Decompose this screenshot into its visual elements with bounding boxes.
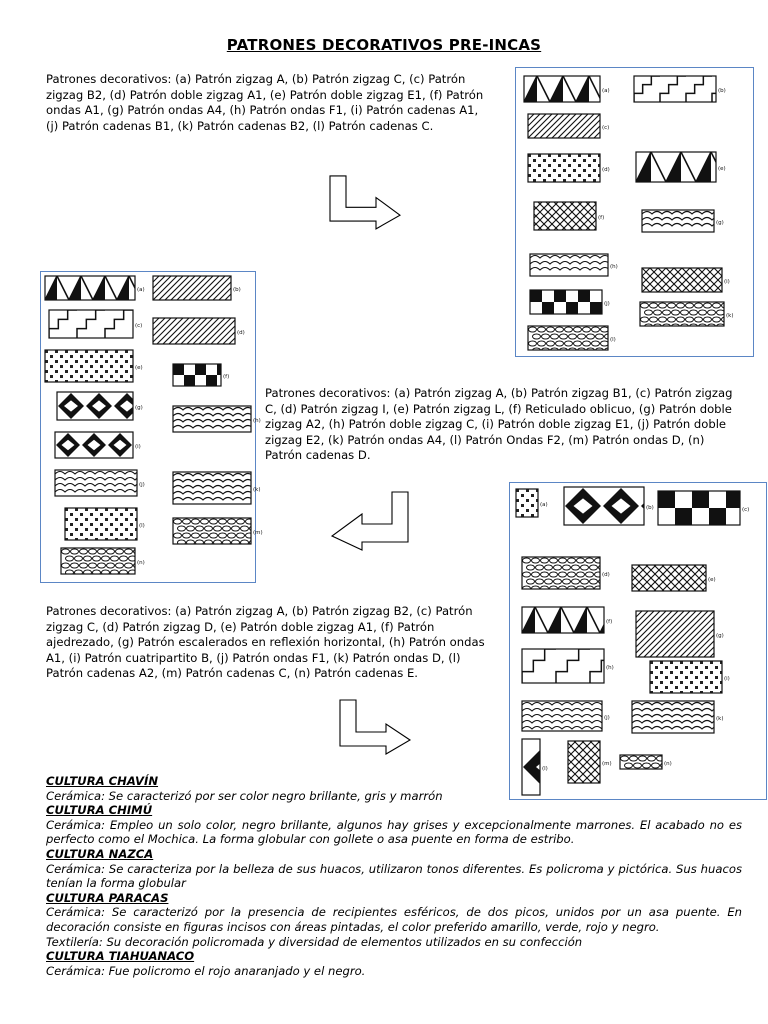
pattern-swatch-label: (m) [602, 761, 612, 767]
pattern-swatch-label: (h) [606, 665, 614, 671]
pattern-swatch-label: (a) [137, 287, 145, 293]
culture-heading: CULTURA CHAVÍN [46, 774, 159, 788]
pattern-figure-1-drawing [516, 68, 753, 356]
right-arrow-icon-2 [336, 698, 416, 756]
pattern-swatch [173, 406, 261, 432]
culture-text: Cerámica: Se caracterizó por ser color negro brillante, gris y marrón [46, 788, 443, 803]
pattern-swatch [650, 661, 730, 694]
right-arrow-icon [326, 176, 406, 232]
pattern-swatch-label: (k) [716, 716, 724, 722]
pattern-swatch-label: (b) [233, 287, 241, 293]
pattern-swatch [620, 755, 672, 769]
pattern-swatch [129, 276, 273, 300]
culture-text: Cerámica: Empleo un solo color, negro brillante, algunos hay grises y excepcionalmente marrones. El acabado no es perfecto como el Mochica. La forma globular con gollete o asa puente en forma de estribo. [46, 817, 742, 847]
pattern-swatch-label: (g) [716, 633, 724, 639]
pattern-swatch-label: (b) [646, 505, 654, 511]
pattern-swatch [640, 302, 734, 329]
pattern-swatch-label: (i) [724, 279, 730, 285]
pattern-swatch [618, 268, 762, 292]
pattern-swatch [61, 548, 146, 575]
pattern-swatch [173, 364, 229, 386]
pattern-swatch-label: (k) [253, 487, 261, 493]
pattern-swatch [522, 607, 626, 633]
pattern-swatch [522, 649, 624, 683]
pattern-swatch [528, 326, 616, 353]
culture-heading: CULTURA PARACAS [46, 890, 169, 905]
pattern-swatch-label: (n) [137, 560, 145, 566]
pattern-swatch-label: (a) [540, 502, 548, 508]
pattern-swatch [530, 290, 610, 314]
pattern-swatch-label: (d) [237, 330, 245, 336]
pattern-figure-3 [509, 482, 767, 800]
pattern-swatch [506, 202, 646, 230]
culture-text: Cerámica: Se caracteriza por la belleza de sus huacos, utilizaron tonos diferentes. Es policroma y pictórica. Sus huacos tenían la forma globular [46, 861, 742, 891]
pattern-swatch [516, 489, 548, 517]
pattern-figure-2 [40, 271, 263, 583]
pattern-swatch [55, 470, 145, 496]
culture-descriptions [46, 774, 742, 978]
left-arrow-icon [328, 490, 414, 552]
pattern-swatch-label: (d) [602, 572, 610, 578]
pattern-swatch-label: (h) [610, 264, 618, 270]
pattern-swatch-label: (a) [602, 88, 610, 94]
pattern-swatch-label: (e) [135, 365, 143, 371]
pattern-figure-1 [515, 67, 754, 357]
pattern-swatch [173, 518, 263, 545]
culture-heading: CULTURA NAZCA [46, 846, 154, 861]
pattern-swatch-label: (d) [602, 167, 610, 173]
pattern-swatch-label: (l) [139, 523, 145, 529]
pattern-swatch-label: (c) [742, 507, 750, 513]
pattern-swatch [634, 76, 738, 102]
pattern-swatch-label: (j) [139, 482, 145, 488]
culture-heading: CULTURA TIAHUANACO [46, 949, 195, 964]
pattern-swatch-label: (j) [604, 715, 610, 721]
pattern-swatch-label: (g) [716, 220, 724, 226]
pattern-swatch [65, 508, 145, 541]
pattern-swatch [590, 611, 768, 657]
pattern-swatch [524, 76, 610, 102]
pattern-swatch [127, 318, 285, 344]
pattern-swatch-label: (c) [602, 125, 610, 131]
culture-text: Textilería: Su decoración policromada y diversidad de elementos utilizados en su confección [46, 934, 583, 949]
pattern-swatch [522, 701, 612, 731]
paragraph-3: Patrones decorativos: (a) Patrón zigzag A, (b) Patrón zigzag B2, (c) Patrón zigzag C, (d) Patrón zigzag D, (e) Patrón doble zigzag A1, (f) Patrón ajedrezado, (g) Patrón escalerados en reflexión horizontal, (h) Patrón ondas A1, (i) Patrón cuatripartito B, (j) Patrón ondas F1, (k) Patrón ondas D, (l) Patrón cadenas A2, (m) Patrón cadenas C, (n) Patrón cadenas E. [46, 604, 485, 680]
pattern-swatch-label: (l) [542, 766, 548, 772]
pattern-swatch [632, 701, 723, 733]
pattern-swatch [636, 152, 726, 182]
pattern-swatch-label: (k) [726, 313, 734, 319]
pattern-swatch [49, 310, 142, 338]
pattern-swatch [57, 392, 168, 420]
pattern-swatch-label: (m) [253, 530, 263, 536]
pattern-swatch-label: (i) [724, 676, 730, 682]
culture-heading: CULTURA CHIMÚ [46, 803, 153, 818]
pattern-swatch [504, 114, 642, 138]
pattern-swatch-label: (f) [223, 374, 230, 380]
culture-text: Cerámica: Se caracterizó por la presencia de recipientes esféricos, de dos picos, unidos por un asa puente. En decoración consiste en figuras incisos con áreas pintadas, el color preferido amarillo, verde, rojo y negro. [46, 905, 742, 934]
pattern-swatch-label: (e) [708, 577, 716, 583]
pattern-swatch-label: (g) [135, 405, 143, 411]
pattern-swatch [606, 565, 752, 591]
pattern-figure-3-drawing [510, 483, 766, 799]
pattern-swatch-label: (i) [135, 444, 141, 450]
pattern-swatch-label: (c) [135, 323, 143, 329]
pattern-swatch [522, 557, 610, 591]
pattern-swatch-label: (j) [604, 301, 610, 307]
pattern-swatch-label: (l) [610, 337, 616, 343]
pattern-swatch-label: (e) [718, 166, 726, 172]
pattern-swatch [173, 472, 260, 504]
pattern-swatch [528, 154, 610, 182]
pattern-swatch [45, 276, 145, 300]
pattern-swatch [45, 350, 143, 383]
pattern-swatch-label: (f) [598, 215, 605, 221]
pattern-swatch-label: (h) [253, 418, 261, 424]
page-title: PATRONES DECORATIVOS PRE-INCAS [226, 36, 542, 54]
pattern-swatch [55, 432, 158, 458]
pattern-figure-2-drawing [41, 272, 263, 582]
paragraph-1: Patrones decorativos: (a) Patrón zigzag A, (b) Patrón zigzag C, (c) Patrón zigzag B2, (d) Patrón doble zigzag A1, (e) Patrón doble zigzag E1, (f) Patrón ondas A1, (g) Patrón ondas A4, (h) Patrón ondas F1, (i) Patrón cadenas A1, (j) Patrón cadenas B1, (k) Patrón cadenas B2, (l) Patrón cadenas C. [46, 72, 484, 133]
pattern-swatch [658, 491, 749, 525]
pattern-swatch-label: (f) [606, 619, 613, 625]
pattern-swatch [642, 210, 724, 232]
pattern-swatch [530, 254, 618, 276]
pattern-swatch-label: (b) [718, 88, 726, 94]
culture-text: Cerámica: Fue policromo el rojo anaranjado y el negro. [46, 963, 366, 978]
pattern-swatch-label: (n) [664, 761, 672, 767]
paragraph-2: Patrones decorativos: (a) Patrón zigzag A, (b) Patrón zigzag B1, (c) Patrón zigzag C, (d) Patrón zigzag I, (e) Patrón zigzag L, (f) Reticulado oblicuo, (g) Patrón doble zigzag A2, (h) Patrón doble zigzag C, (i) Patrón doble zigzag E1, (j) Patrón doble zigzag E2, (k) Patrón ondas A4, (l) Patrón Ondas F2, (m) Patrón ondas D, (n) Patrón cadenas D. [265, 386, 733, 462]
